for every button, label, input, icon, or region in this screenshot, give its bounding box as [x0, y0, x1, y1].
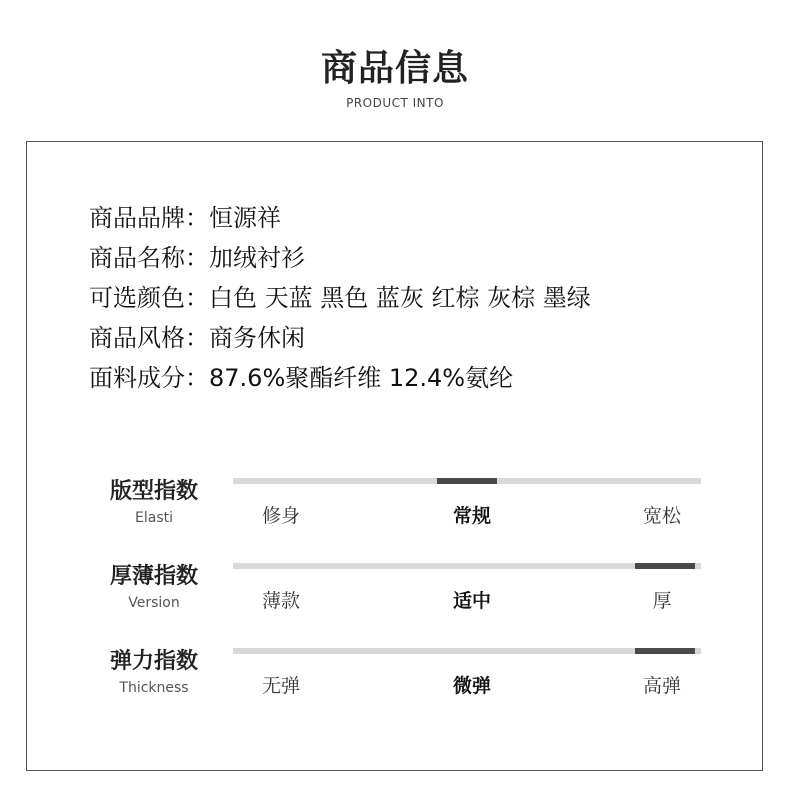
- info-row-colors: [89, 282, 591, 314]
- index-name-fit: 版型指数: [109, 479, 198, 504]
- index-marker: [437, 478, 497, 484]
- info-value: 商务休闲: [209, 324, 305, 352]
- index-track-elasticity: [233, 648, 701, 654]
- index-option: 厚: [652, 590, 672, 612]
- index-sub-fit: Elasti: [135, 510, 173, 526]
- index-option: 适中: [452, 590, 491, 612]
- index-option: 微弹: [452, 675, 491, 697]
- index-sub-thickness: Version: [128, 595, 180, 611]
- info-row-brand: [89, 202, 281, 234]
- index-name-thickness: 厚薄指数: [109, 564, 198, 589]
- info-panel: [26, 141, 763, 771]
- index-option: 高弹: [642, 675, 681, 697]
- index-sub-elasticity: Thickness: [119, 680, 189, 696]
- index-marker: [635, 563, 695, 569]
- index-track-fit: [233, 478, 701, 484]
- info-label: 面料成分：: [89, 364, 209, 392]
- index-track-thickness: [233, 563, 701, 569]
- page-title: 商品信息: [320, 48, 469, 89]
- index-option: 宽松: [642, 505, 681, 527]
- index-option: 修身: [261, 505, 300, 527]
- page-subtitle: PRODUCT INTO: [346, 96, 444, 110]
- info-value: 87.6%聚酯纤维 12.4%氨纶: [209, 364, 514, 392]
- index-option: 常规: [452, 505, 491, 527]
- info-row-name: [89, 242, 305, 274]
- info-row-fabric: [89, 362, 513, 394]
- info-label: 商品品牌：: [89, 204, 209, 232]
- info-value: 白色 天蓝 黑色 蓝灰 红棕 灰棕 墨绿: [209, 284, 591, 312]
- index-option: 薄款: [261, 590, 300, 612]
- info-label: 可选颜色：: [89, 284, 209, 312]
- index-option: 无弹: [261, 675, 300, 697]
- info-label: 商品名称：: [89, 244, 209, 272]
- info-value: 恒源祥: [209, 204, 281, 232]
- index-marker: [635, 648, 695, 654]
- info-row-style: [89, 322, 305, 354]
- info-value: 加绒衬衫: [209, 244, 305, 272]
- index-name-elasticity: 弹力指数: [109, 649, 198, 674]
- info-label: 商品风格：: [89, 324, 209, 352]
